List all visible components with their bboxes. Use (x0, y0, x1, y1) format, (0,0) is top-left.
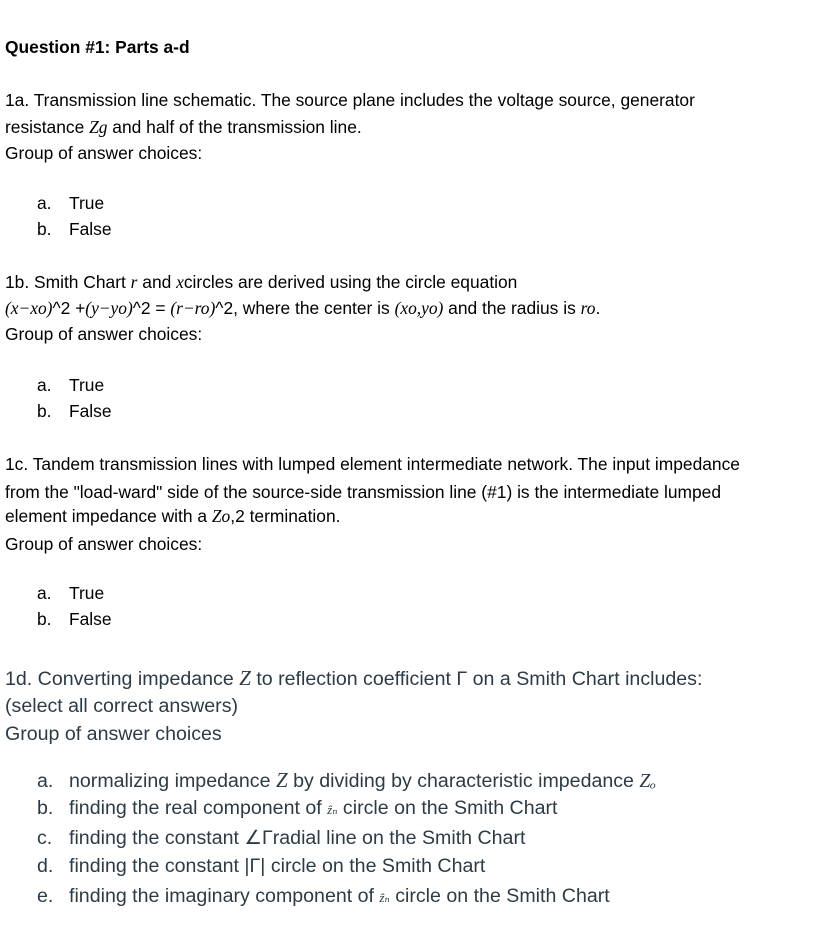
q1a-option-a[interactable]: a. True (37, 193, 105, 213)
q1d-prompt-line2: (select all correct answers) (5, 695, 239, 717)
q1b-option-a[interactable]: a. True (37, 375, 105, 395)
q1d-option-b[interactable]: b. finding the real component of ẑₙ circle on the Smith Chart (37, 797, 558, 819)
q1a-prompt-line1: 1a. Transmission line schematic. The source plane includes the voltage source, generator (5, 90, 695, 110)
q1c-group-label: Group of answer choices: (5, 534, 203, 554)
q1a-prompt-line2: resistance Zg and half of the transmission line. (5, 117, 362, 137)
q1d-prompt-line1: 1d. Converting impedance Z to reflection coefficient Γ on a Smith Chart includes: (5, 666, 703, 690)
q1c-prompt-line3: element impedance with a Zo,2 termination. (5, 506, 341, 526)
q1c-prompt-line1: 1c. Tandem transmission lines with lumped element intermediate network. The input impedance (5, 454, 740, 474)
page-title: Question #1: Parts a-d (5, 37, 190, 57)
q1a-group-label: Group of answer choices: (5, 143, 203, 163)
q1b-prompt-line1: 1b. Smith Chart r and xcircles are derived using the circle equation (5, 272, 518, 292)
q1d-option-d[interactable]: d. finding the constant |Γ| circle on the Smith Chart (37, 855, 486, 877)
q1d-option-c[interactable]: c. finding the constant ∠Γradial line on the Smith Chart (37, 827, 526, 849)
q1d-option-e[interactable]: e. finding the imaginary component of ẑₙ circle on the Smith Chart (37, 885, 610, 907)
symbol-zg: Zg (89, 117, 108, 137)
gamma-symbol: Γ (456, 668, 468, 690)
q1b-group-label: Group of answer choices: (5, 324, 203, 344)
symbol-zo: Zo (211, 506, 231, 526)
q1a-option-b[interactable]: b. False (37, 219, 112, 239)
q1b-option-b[interactable]: b. False (37, 401, 112, 421)
q1b-prompt-line2: (x−xo)^2 +(y−yo)^2 = (r−ro)^2, where the center is (xo,yo) and the radius is ro. (5, 298, 601, 318)
q1d-group-label: Group of answer choices (5, 723, 222, 745)
q1d-option-a[interactable]: a. normalizing impedance Z by dividing by characteristic impedance Zₒ (37, 768, 656, 792)
q1c-option-b[interactable]: b. False (37, 609, 112, 629)
q1c-option-a[interactable]: a. True (37, 583, 105, 603)
q1c-prompt-line2: from the "load-ward" side of the source-side transmission line (#1) is the intermediate lumped (5, 482, 722, 502)
